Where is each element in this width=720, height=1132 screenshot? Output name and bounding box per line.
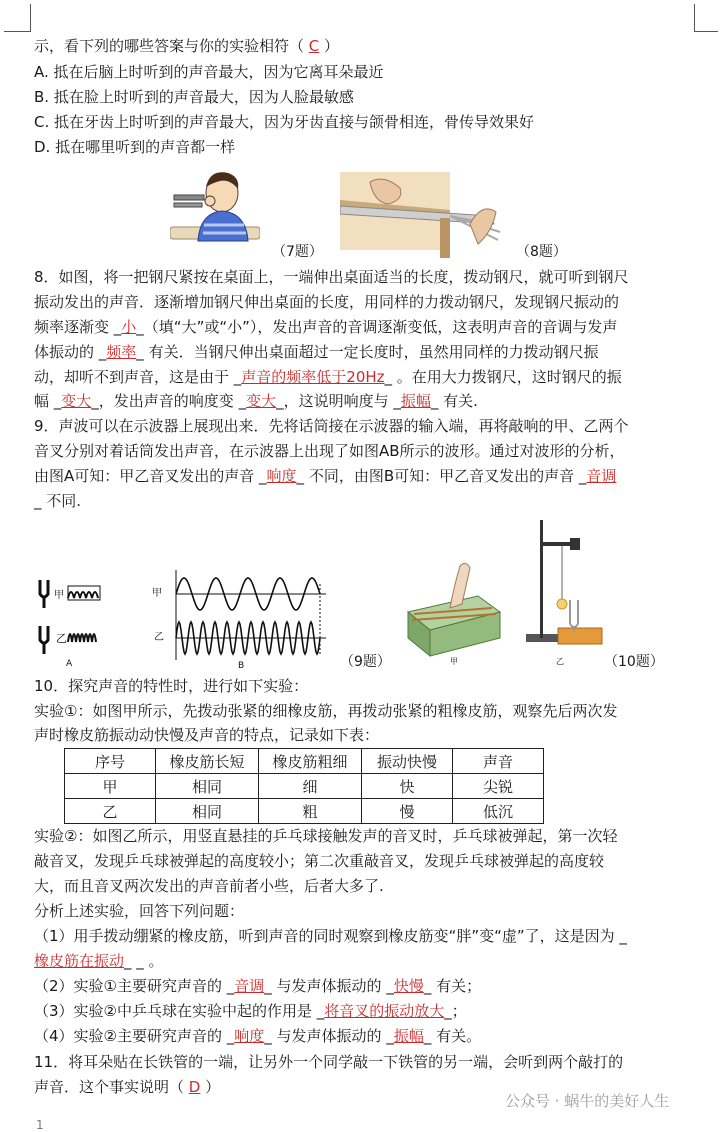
q10-exp1-line-1: 实验①：如图甲所示，先拨动张紧的细橡皮筋，再拨动张紧的粗橡皮筋，观察先后两次发	[34, 702, 618, 720]
q8-line-2: 振动发出的声音．逐渐增加钢尺伸出桌面的长度，用同样的力拨动钢尺，发现钢尺振动的	[34, 293, 620, 311]
table-cell: 细	[259, 774, 362, 799]
q8-answer-5: 变大	[246, 392, 277, 410]
table-header-cell: 序号	[65, 749, 156, 774]
crop-mark-right	[694, 4, 695, 32]
q10-sub-2-answer-1: 音调	[234, 977, 265, 995]
q10-intro: 10．探究声音的特性时，进行如下实验：	[34, 677, 309, 695]
table-header-cell: 声音	[453, 749, 544, 774]
fig10-yi-caption: 乙	[556, 657, 564, 666]
q11-line-2: 声音．这个事实说明（ D ）	[34, 1078, 221, 1096]
fig9b-jia-label: 甲	[152, 588, 162, 599]
q10-exp1-line-2: 声时橡皮筋振动动快慢及声音的特点，记录如下表：	[34, 726, 380, 744]
q8-answer-1: 小	[121, 318, 137, 336]
q10-sub-2-answer-2: 快慢	[393, 977, 424, 995]
fig10-jia-caption: 甲	[450, 657, 458, 666]
fig10-jia-illustration	[400, 556, 506, 668]
q9-line-2: 音叉分别对着话筒发出声音，在示波器上出现了如图AB所示的波形。通过对波形的分析，	[34, 442, 625, 460]
fig8-label: （8题）	[516, 244, 567, 260]
q10-exp2-line-3: 大，而且音叉两次发出的声音前者小些，后者大多了.	[34, 877, 384, 895]
q8-line-6: 幅 _变大_，发出声音的响度变 _变大_，这说明响度与 _振幅_ 有关.	[34, 392, 478, 410]
q9-line-4: _ 不同.	[34, 492, 82, 510]
q7-option-a: A. 抵在后脑上时听到的声音最大，因为它离耳朵最近	[34, 63, 384, 81]
table-cell: 低沉	[453, 799, 544, 824]
q8-answer-3: 声音的频率低于20Hz	[241, 368, 385, 386]
q9-line-1: 9．声波可以在示波器上展现出来．先将话筒接在示波器的输入端，再将敲响的甲、乙两个	[34, 417, 629, 435]
fig10-label: （10题）	[604, 654, 664, 670]
table-cell: 快	[362, 774, 453, 799]
fig9a-yi-label: 乙	[56, 632, 67, 645]
fig8-illustration	[340, 172, 512, 260]
q9-answer-2: 音调	[586, 467, 617, 485]
q10-sub-1-answer: 橡皮筋在振动	[34, 952, 125, 970]
crop-mark-left	[30, 4, 31, 32]
table-cell: 尖锐	[453, 774, 544, 799]
q8-line-5: 动，却听不到声音，这是由于 _声音的频率低于20Hz_ 。在用大力拨钢尺，这时钢尺的振	[34, 368, 622, 386]
q9-line-3: 由图A可知：甲乙音叉发出的声音 _响度_ 不同，由图B可知：甲乙音叉发出的声音 _音调	[34, 467, 617, 485]
q10-sub-2: （2）实验①主要研究声音的 _音调_ 与发声体振动的 _快慢_ 有关；	[34, 977, 482, 995]
table-row	[65, 799, 544, 824]
table-row	[65, 774, 544, 799]
table-header-cell: 橡皮筋粗细	[259, 749, 362, 774]
q7-stem: 示，看下列的哪些答案与你的实验相符（ C ）	[34, 37, 340, 55]
q10-exp2-line-1: 实验②：如图乙所示，用竖直悬挂的乒乓球接触发声的音叉时，乒乓球被弹起，第一次轻	[34, 827, 618, 845]
fig9a-waveforms	[36, 570, 116, 670]
crop-mark-left-h	[4, 31, 31, 32]
q10-results-table	[64, 748, 544, 824]
q8-answer-4: 变大	[61, 392, 92, 410]
q8-answer-2: 频率	[106, 343, 137, 361]
page-number: 1	[36, 1118, 44, 1132]
table-cell: 慢	[362, 799, 453, 824]
table-cell: 粗	[259, 799, 362, 824]
table-header-cell: 振动快慢	[362, 749, 453, 774]
q7-option-c: C. 抵在牙齿上时听到的声音最大，因为牙齿直接与颌骨相连，骨传导效果好	[34, 113, 535, 131]
q10-sub-3-answer: 将音叉的振动放大	[324, 1002, 445, 1020]
fig7-illustration	[170, 165, 260, 243]
fig9a-caption: A	[66, 659, 73, 669]
q7-option-b: B. 抵在脸上时听到的声音最大，因为人脸最敏感	[34, 88, 354, 106]
q8-line-1: 8．如图，将一把钢尺紧按在桌面上，一端伸出桌面适当的长度，拨动钢尺，就可听到钢尺	[34, 268, 629, 286]
fig9b-yi-label: 乙	[154, 632, 164, 643]
q10-analyze: 分析上述实验，回答下列问题：	[34, 902, 245, 920]
table-header-row	[65, 749, 544, 774]
q10-sub-4: （4）实验②主要研究声音的 _响度_ 与发声体振动的 _振幅_ 有关。	[34, 1027, 482, 1045]
fig10-yi-illustration	[520, 516, 606, 668]
watermark: 公众号 · 蜗牛的美好人生	[505, 1092, 670, 1110]
table-header-cell: 橡皮筋长短	[156, 749, 259, 774]
q8-line-4: 体振动的 _频率_ 有关．当钢尺伸出桌面超过一定长度时，虽然用同样的力拨动钢尺振	[34, 343, 599, 361]
table-cell: 甲	[65, 774, 156, 799]
crop-mark-right-h	[694, 31, 718, 32]
fig9-label: （9题）	[340, 654, 391, 670]
q10-sub-4-answer-2: 振幅	[393, 1027, 424, 1045]
q11-answer: D	[188, 1078, 201, 1096]
table-cell: 乙	[65, 799, 156, 824]
q9-answer-1: 响度	[266, 467, 297, 485]
q10-sub-4-answer-1: 响度	[234, 1027, 265, 1045]
q7-answer: C	[308, 37, 320, 55]
q10-exp2-line-2: 敲音叉，发现乒乓球被弹起的高度较小；第二次重敲音叉，发现乒乓球被弹起的高度较	[34, 852, 605, 870]
q8-line-3: 频率逐渐变 _小_（填“大”或“小”），发出声音的音调逐渐变低，这表明声音的音调与发声	[34, 318, 618, 336]
table-cell: 相同	[156, 799, 259, 824]
fig9b-waveforms	[150, 564, 330, 670]
q8-answer-6: 振幅	[400, 392, 431, 410]
q7-option-d: D. 抵在哪里听到的声音都一样	[34, 138, 236, 156]
fig9a-jia-label: 甲	[54, 590, 64, 601]
q10-sub-1: （1）用手拨动绷紧的橡皮筋，听到声音的同时观察到橡皮筋变“胖”变“虚”了，这是因为 _	[34, 927, 627, 945]
q11-line-1: 11．将耳朵贴在长铁管的一端，让另外一个同学敲一下铁管的另一端，会听到两个敲打的	[34, 1053, 624, 1071]
table-cell: 相同	[156, 774, 259, 799]
fig7-label: （7题）	[272, 244, 323, 260]
fig9b-caption: B	[238, 661, 245, 670]
q10-sub-1-answer-line: 橡皮筋在振动_ _ 。	[34, 952, 164, 970]
q10-sub-3: （3）实验②中乒乓球在实验中起的作用是 _将音叉的振动放大_；	[34, 1002, 467, 1020]
